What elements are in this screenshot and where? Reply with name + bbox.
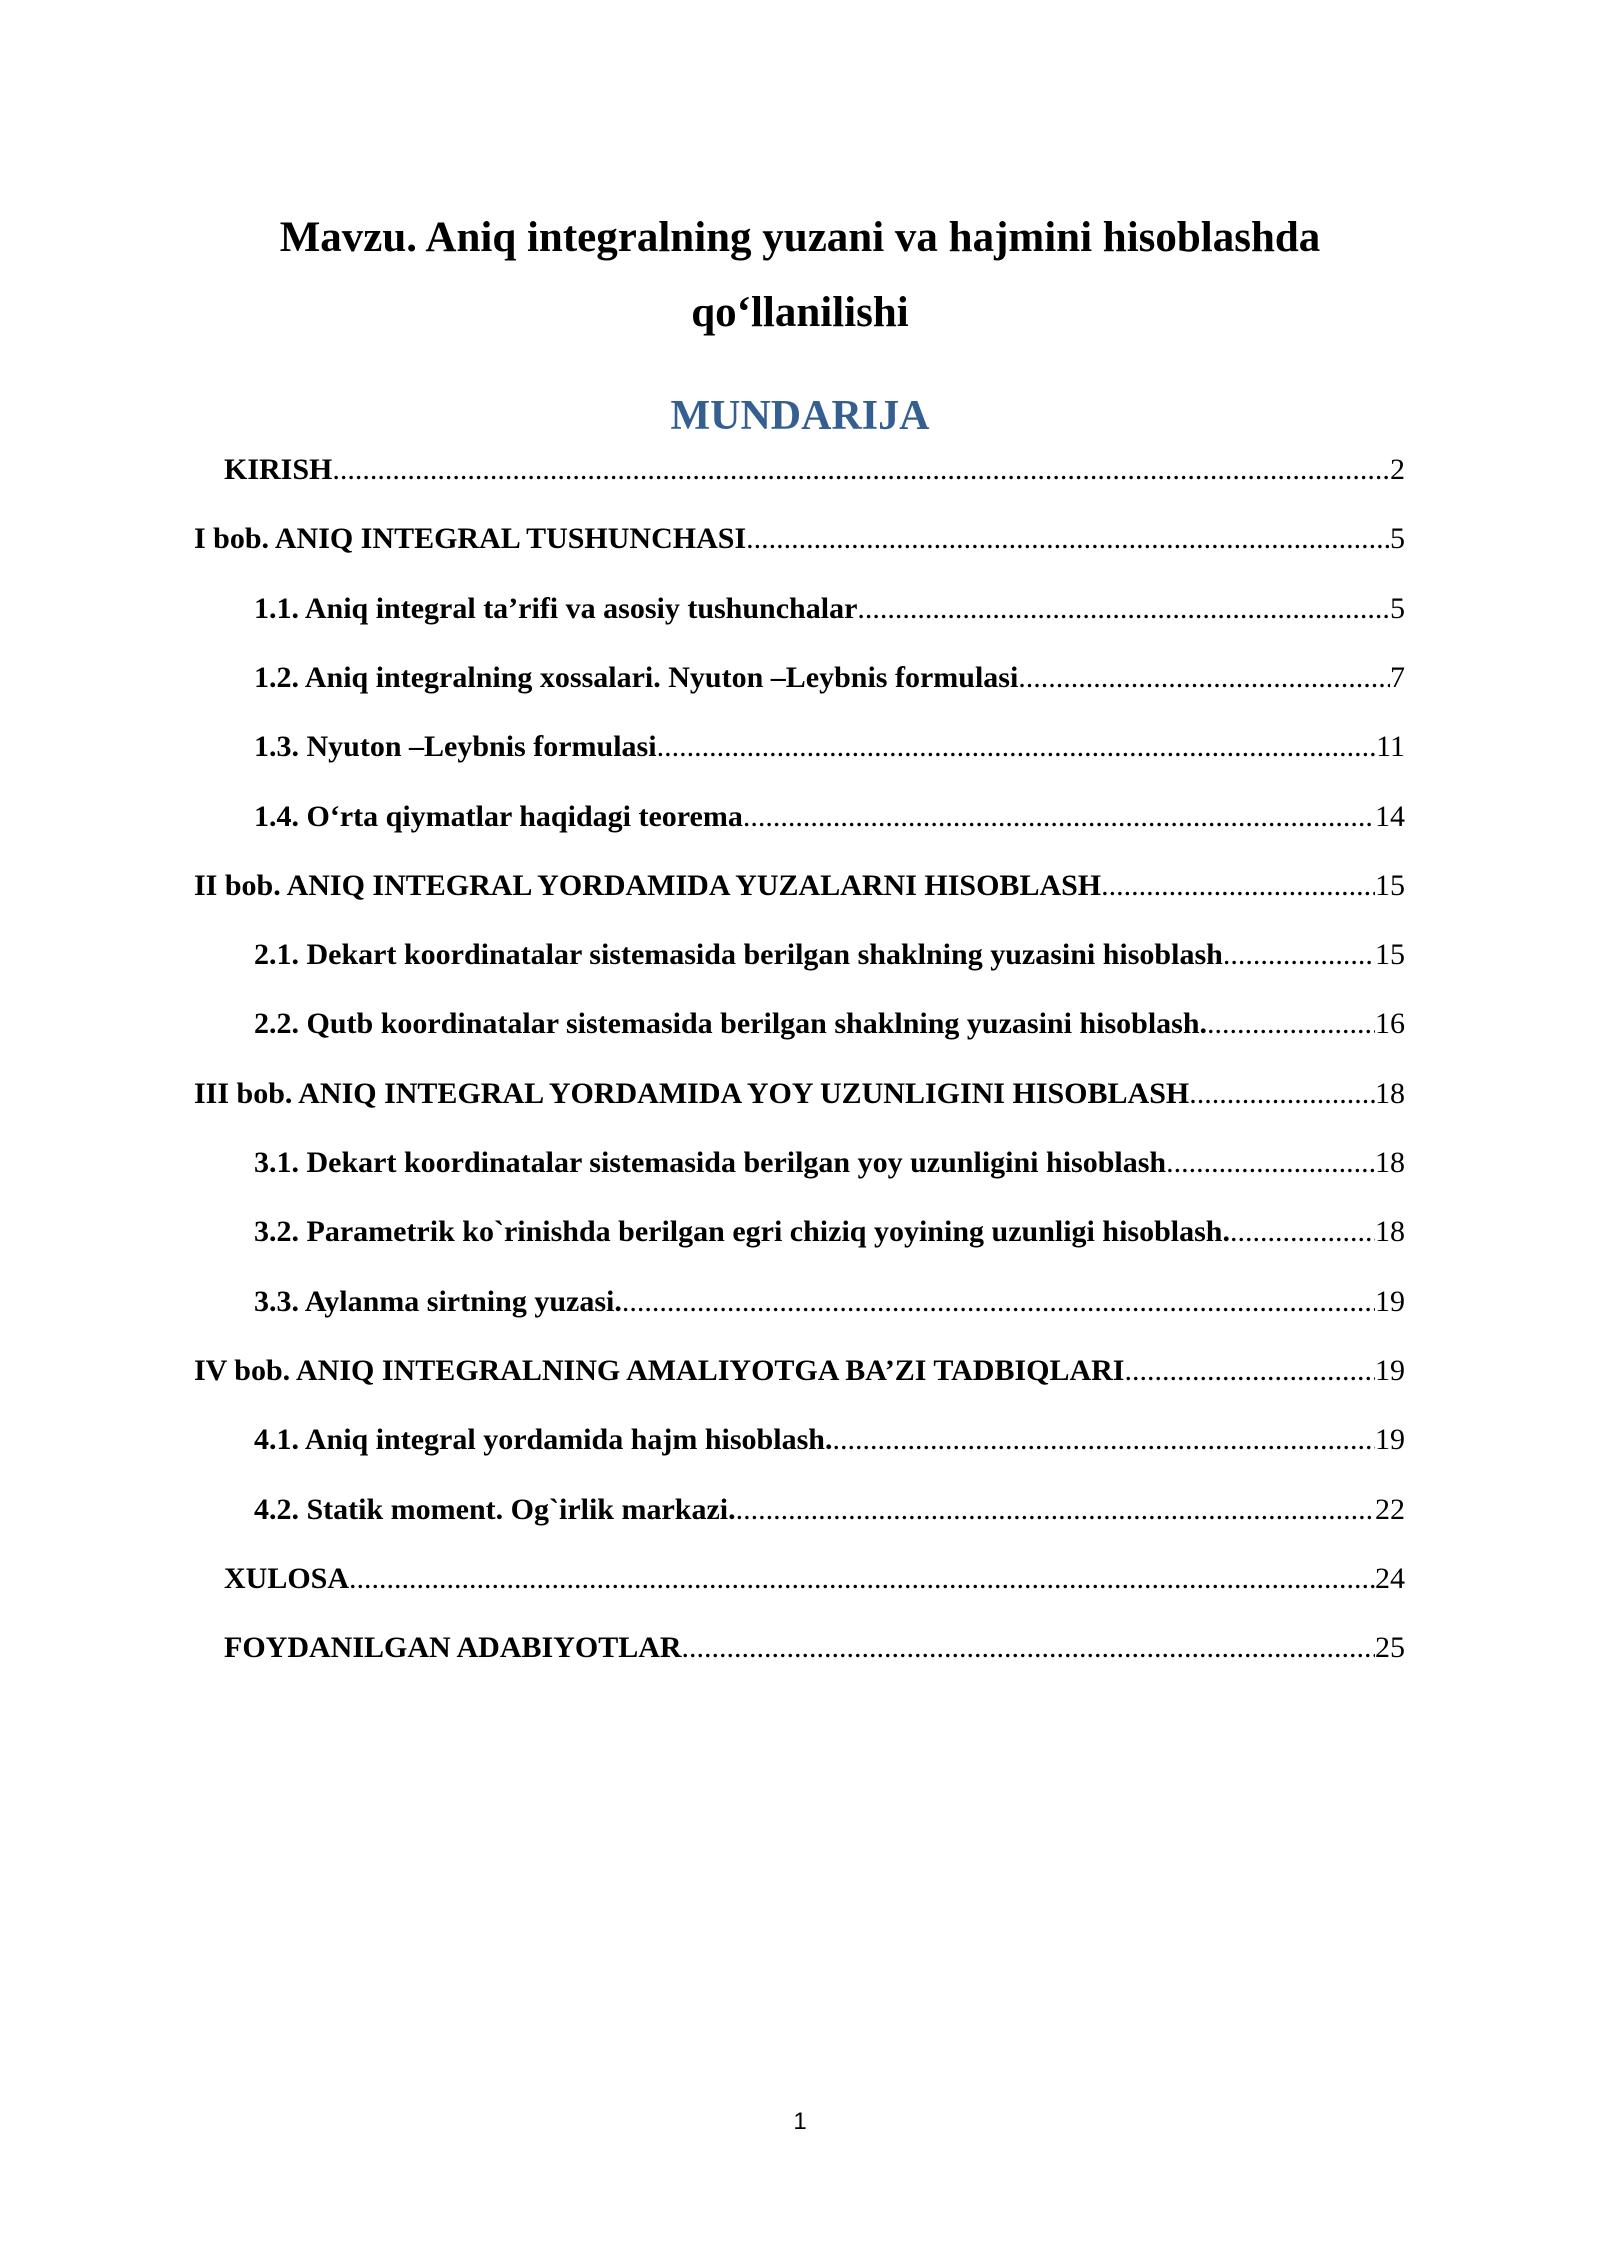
toc-entry-page-number: 2: [1390, 453, 1405, 486]
toc-entry[interactable]: [254, 935, 1405, 975]
toc-entry-page-number: 19: [1375, 1423, 1405, 1456]
toc-entry-label: 3.3. Aylanma sirtning yuzasi.: [254, 1285, 622, 1318]
toc-entry-label: III bob. ANIQ INTEGRAL YORDAMIDA YOY UZUNLIGINI HISOBLASH: [194, 1077, 1190, 1110]
toc-dot-leader: [1124, 1351, 1375, 1391]
toc-entry-label: IV bob. ANIQ INTEGRALNING AMALIYOTGA BA’ZI TADBIQLARI: [194, 1354, 1125, 1387]
toc-entry[interactable]: [194, 866, 1405, 906]
toc-dot-leader: [332, 450, 1390, 490]
toc-entry-label: 3.1. Dekart koordinatalar sistemasida berilgan yoy uzunligini hisoblash: [254, 1146, 1167, 1179]
toc-dot-leader: [1223, 935, 1375, 975]
toc-entry-label: KIRISH: [224, 453, 333, 486]
toc-entry-page-number: 7: [1390, 661, 1405, 694]
toc-dot-leader: [1207, 1004, 1375, 1044]
toc-dot-leader: [743, 797, 1375, 837]
toc-entry-label: 1.2. Aniq integralning xossalari. Nyuton –Leybnis formulasi: [254, 661, 1019, 694]
toc-entry-label: 1.1. Aniq integral ta’rifi va asosiy tushunchalar: [254, 592, 858, 625]
toc-entry-label: 2.1. Dekart koordinatalar sistemasida berilgan shaklning yuzasini hisoblash: [254, 938, 1223, 971]
toc-entry[interactable]: [254, 1143, 1405, 1183]
table-of-contents-heading: MUNDARIJA: [670, 393, 930, 439]
toc-entry[interactable]: [254, 727, 1405, 767]
page-number: 1: [793, 2108, 807, 2135]
document-title-line-2: qo‘llanilishi: [691, 289, 909, 336]
toc-entry-page-number: 19: [1375, 1285, 1405, 1318]
toc-entry-page-number: 18: [1375, 1215, 1405, 1248]
toc-entry-label: 1.3. Nyuton –Leybnis formulasi: [254, 730, 657, 763]
toc-entry[interactable]: [224, 450, 1405, 490]
toc-entry[interactable]: [254, 797, 1405, 837]
toc-dot-leader: [622, 1282, 1375, 1322]
toc-entry-page-number: 5: [1390, 592, 1405, 625]
toc-dot-leader: [746, 519, 1390, 559]
toc-entry[interactable]: [254, 1282, 1405, 1322]
toc-entry-label: FOYDANILGAN ADABIYOTLAR: [224, 1631, 682, 1664]
toc-dot-leader: [1166, 1143, 1375, 1183]
toc-entry-page-number: 14: [1375, 800, 1405, 833]
toc-entry[interactable]: [194, 1351, 1405, 1391]
toc-entry-label: 3.2. Parametrik ko`rinishda berilgan egri chiziq yoyining uzunligi hisoblash.: [254, 1215, 1230, 1248]
toc-entry[interactable]: [254, 1420, 1405, 1460]
toc-entry-page-number: 15: [1375, 938, 1405, 971]
toc-entry[interactable]: [224, 1559, 1405, 1599]
toc-entry-page-number: 16: [1375, 1007, 1405, 1040]
toc-entry[interactable]: [254, 1212, 1405, 1252]
toc-dot-leader: [1018, 658, 1390, 698]
toc-entry-label: I bob. ANIQ INTEGRAL TUSHUNCHASI: [194, 522, 747, 555]
toc-entry-page-number: 15: [1375, 869, 1405, 902]
toc-dot-leader: [736, 1490, 1375, 1530]
toc-entry-page-number: 5: [1390, 522, 1405, 555]
toc-entry[interactable]: [254, 658, 1405, 698]
toc-entry-page-number: 19: [1375, 1354, 1405, 1387]
toc-entry-label: 2.2. Qutb koordinatalar sistemasida berilgan shaklning yuzasini hisoblash.: [254, 1007, 1208, 1040]
toc-entry-page-number: 25: [1375, 1631, 1405, 1664]
toc-entry-label: 4.1. Aniq integral yordamida hajm hisoblash.: [254, 1423, 833, 1456]
toc-dot-leader: [857, 589, 1390, 629]
toc-entry-label: XULOSA: [224, 1562, 350, 1595]
toc-entry-label: II bob. ANIQ INTEGRAL YORDAMIDA YUZALARNI HISOBLASH: [194, 869, 1102, 902]
toc-entry-page-number: 22: [1375, 1493, 1405, 1526]
toc-entry-page-number: 11: [1376, 730, 1405, 763]
toc-dot-leader: [832, 1420, 1375, 1460]
toc-entry-label: 1.4. O‘rta qiymatlar haqidagi teorema: [254, 800, 743, 833]
toc-entry[interactable]: [194, 519, 1405, 559]
toc-dot-leader: [682, 1628, 1375, 1668]
toc-entry[interactable]: [254, 589, 1405, 629]
toc-entry[interactable]: [194, 1074, 1405, 1114]
toc-entry[interactable]: [224, 1628, 1405, 1668]
toc-dot-leader: [1230, 1212, 1375, 1252]
document-title: [0, 200, 1600, 350]
toc-entry-label: 4.2. Statik moment. Og`irlik markazi.: [254, 1493, 736, 1526]
toc-entry-page-number: 24: [1375, 1562, 1405, 1595]
toc-dot-leader: [657, 727, 1377, 767]
toc-dot-leader: [1101, 866, 1375, 906]
toc-dot-leader: [349, 1559, 1375, 1599]
document-title-line-1: Mavzu. Aniq integralning yuzani va hajmini hisoblashda: [279, 214, 1321, 261]
toc-dot-leader: [1189, 1074, 1375, 1114]
toc-entry-page-number: 18: [1375, 1077, 1405, 1110]
toc-entry[interactable]: [254, 1004, 1405, 1044]
toc-entry[interactable]: [254, 1490, 1405, 1530]
toc-entry-page-number: 18: [1375, 1146, 1405, 1179]
